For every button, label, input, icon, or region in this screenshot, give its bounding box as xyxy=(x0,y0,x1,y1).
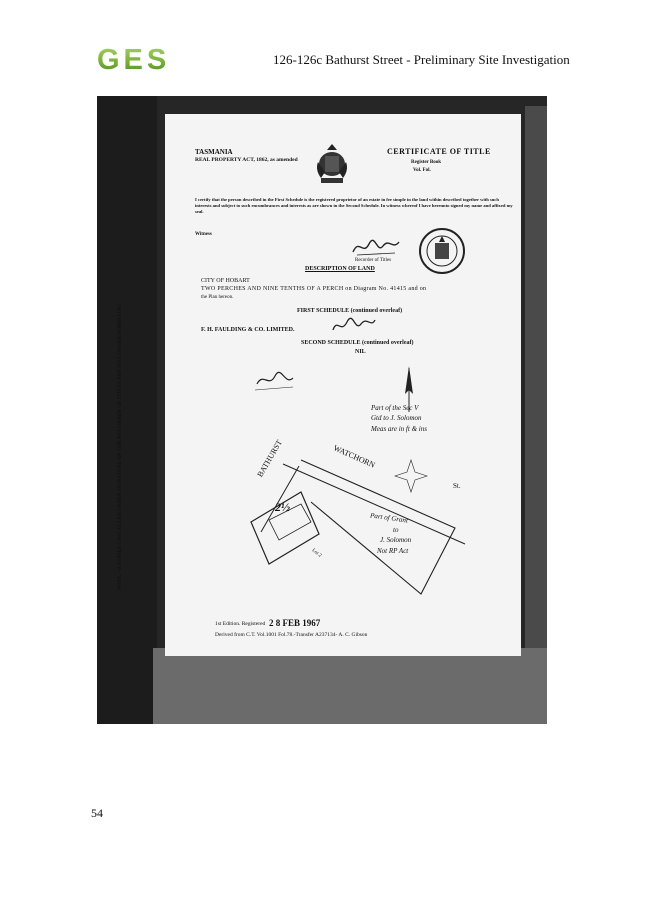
official-seal-icon xyxy=(417,226,467,276)
svg-text:GES: GES xyxy=(97,44,171,74)
scan-shadow-right xyxy=(525,106,547,666)
edition-date: 2 8 FEB 1967 xyxy=(269,618,321,628)
second-schedule-heading: SECOND SCHEDULE (continued overleaf) xyxy=(301,340,414,346)
coat-of-arms-icon xyxy=(313,140,351,188)
page-title: 126-126c Bathurst Street - Preliminary Site Investigation xyxy=(273,52,570,67)
city-label: CITY OF HOBART xyxy=(201,278,250,284)
owner-name: F. H. FAULDING & CO. LIMITED. xyxy=(201,327,295,333)
street-suffix: St. xyxy=(453,482,461,490)
plan-note-line-1: Part of the Sec V xyxy=(371,404,419,412)
certificate-page xyxy=(165,114,521,656)
edition-label: 1st Edition. Registered xyxy=(215,621,266,627)
recorder-signature xyxy=(351,236,401,258)
description-heading: DESCRIPTION OF LAND xyxy=(305,266,375,272)
witness-label: Witness xyxy=(195,232,212,237)
plan-note-line-2: Gtd to J. Solomon xyxy=(371,414,422,422)
first-schedule-heading: FIRST SCHEDULE (continued overleaf) xyxy=(297,308,403,314)
plan-reference: the Plan hereon. xyxy=(201,295,234,300)
parcel-description: TWO PERCHES AND NINE TENTHS OF A PERCH on Diagram No. 41415 and on xyxy=(201,286,427,292)
register-book-label: Register Book xyxy=(411,160,442,165)
street-watchorn: WATCHORN xyxy=(332,443,377,470)
scan-shadow-bottom xyxy=(153,648,547,724)
jurisdiction-label: TASMANIA xyxy=(195,148,233,156)
grant-line-2: to xyxy=(393,526,399,534)
certification-text: I certify that the person described in the First Schedule is the registered proprietor of an estate in fee simple in the land within described together with such interests and subject to such encumbrances and interests as are shown in the Second Schedule. In witness whereof I have hereunto signed my name and affixed my seal. xyxy=(195,197,513,215)
scan-shadow-left xyxy=(97,96,157,724)
street-bathurst: BATHURST xyxy=(255,438,284,479)
certificate-title: CERTIFICATE OF TITLE xyxy=(387,147,491,156)
scanned-title-certificate xyxy=(97,96,547,724)
volume-label: Vol. Fol. xyxy=(413,168,431,173)
act-label: REAL PROPERTY ACT, 1862, as amended xyxy=(195,157,298,163)
plan-note-line-3: Meas are in ft & ins xyxy=(371,425,427,433)
owner-signature xyxy=(331,316,377,336)
second-schedule-value: NIL xyxy=(355,349,366,355)
grant-line-1: Part of Grant xyxy=(369,511,409,525)
page-number: 54 xyxy=(91,806,103,820)
site-plan-diagram xyxy=(165,354,521,614)
grant-line-4: Not RP Act xyxy=(377,547,409,555)
side-note: NOTE.—ENTRIES CANCELLED UNDER SIGNATURE OF THE RECORDER OF TITLES ARE NO LONGER SUBSISTING xyxy=(117,303,123,590)
adjacent-lot-label: Lot 2 xyxy=(310,548,323,559)
ges-logo xyxy=(96,44,190,74)
recorder-label: Recorder of Titles xyxy=(355,258,392,263)
derived-from: Derived from C.T. Vol.1001 Fol.78.-Transfer A237134- A. C. Gibson xyxy=(215,632,368,638)
lot-label: 2½ xyxy=(275,500,290,514)
grant-line-3: J. Solomon xyxy=(380,536,412,544)
